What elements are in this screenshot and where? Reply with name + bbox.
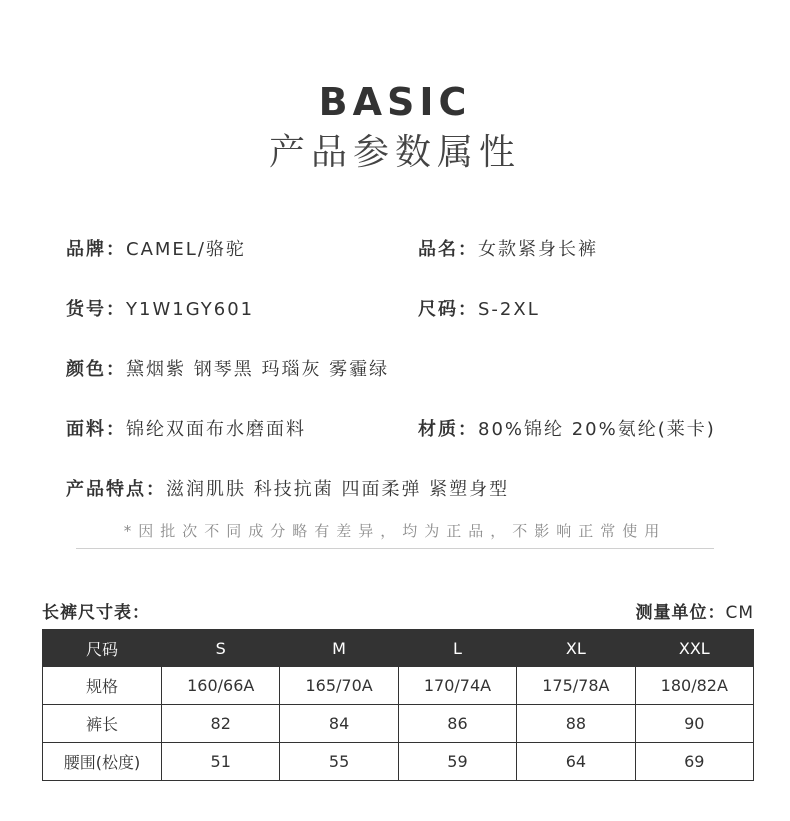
attr-name (418, 235, 598, 261)
measurement-unit-label: 测量单位： (635, 603, 726, 623)
table-cell: 59 (398, 743, 516, 781)
attr-name-label: 品名： (418, 239, 478, 260)
table-cell: 86 (398, 705, 516, 743)
disclaimer-note: *因批次不同成分略有差异，均为正品，不影响正常使用 (123, 522, 667, 540)
table-cell: 88 (517, 705, 635, 743)
table-cell: 腰围(松度) (43, 743, 162, 781)
table-cell: 64 (517, 743, 635, 781)
table-row (43, 667, 754, 705)
header-cell: 尺码 (43, 630, 162, 667)
attr-fabric (66, 415, 306, 441)
header-cell: L (398, 630, 516, 667)
header-cell: XL (517, 630, 635, 667)
table-cell: 160/66A (162, 667, 280, 705)
header-cell: XXL (635, 630, 753, 667)
attr-size-value: S-2XL (478, 299, 540, 320)
header-cell: S (162, 630, 280, 667)
attr-sku (66, 295, 254, 321)
attr-brand (66, 235, 246, 261)
table-cell: 180/82A (635, 667, 753, 705)
table-cell: 90 (635, 705, 753, 743)
table-cell: 51 (162, 743, 280, 781)
measurement-unit-value: CM (725, 603, 754, 623)
table-header-row (43, 630, 754, 667)
table-cell: 69 (635, 743, 753, 781)
attr-brand-label: 品牌： (66, 239, 126, 260)
measurement-unit (635, 598, 754, 623)
attr-material (418, 415, 716, 441)
table-cell: 裤长 (43, 705, 162, 743)
attr-color-value: 黛烟紫 钢琴黑 玛瑙灰 雾霾绿 (126, 359, 390, 380)
table-cell: 84 (280, 705, 398, 743)
attr-name-value: 女款紧身长裤 (478, 239, 598, 260)
table-cell: 165/70A (280, 667, 398, 705)
attr-material-value: 80%锦纶 20%氨纶(莱卡) (478, 419, 716, 440)
attr-material-label: 材质： (418, 419, 478, 440)
table-cell: 82 (162, 705, 280, 743)
attr-color-label: 颜色： (66, 359, 126, 380)
size-chart-table (42, 629, 754, 781)
page-title-en: BASIC (318, 80, 472, 124)
attr-fabric-label: 面料： (66, 419, 126, 440)
header-cell: M (280, 630, 398, 667)
attr-sku-value: Y1W1GY601 (126, 299, 255, 320)
divider (76, 548, 714, 549)
table-cell: 175/78A (517, 667, 635, 705)
attr-features-value: 滋润肌肤 科技抗菌 四面柔弹 紧塑身型 (166, 479, 510, 500)
attr-size-label: 尺码： (418, 299, 478, 320)
table-cell: 170/74A (398, 667, 516, 705)
attr-brand-value: CAMEL/骆驼 (126, 239, 246, 260)
table-cell: 规格 (43, 667, 162, 705)
attr-features-label: 产品特点： (66, 479, 166, 500)
table-row (43, 743, 754, 781)
attr-color (66, 355, 389, 381)
attr-features (66, 475, 509, 501)
attr-sku-label: 货号： (66, 299, 126, 320)
attr-size (418, 295, 540, 321)
attr-fabric-value: 锦纶双面布水磨面料 (126, 419, 306, 440)
size-chart-title: 长裤尺寸表： (42, 603, 150, 623)
table-row (43, 705, 754, 743)
table-cell: 55 (280, 743, 398, 781)
page-title-cn: 产品参数属性 (268, 132, 521, 173)
